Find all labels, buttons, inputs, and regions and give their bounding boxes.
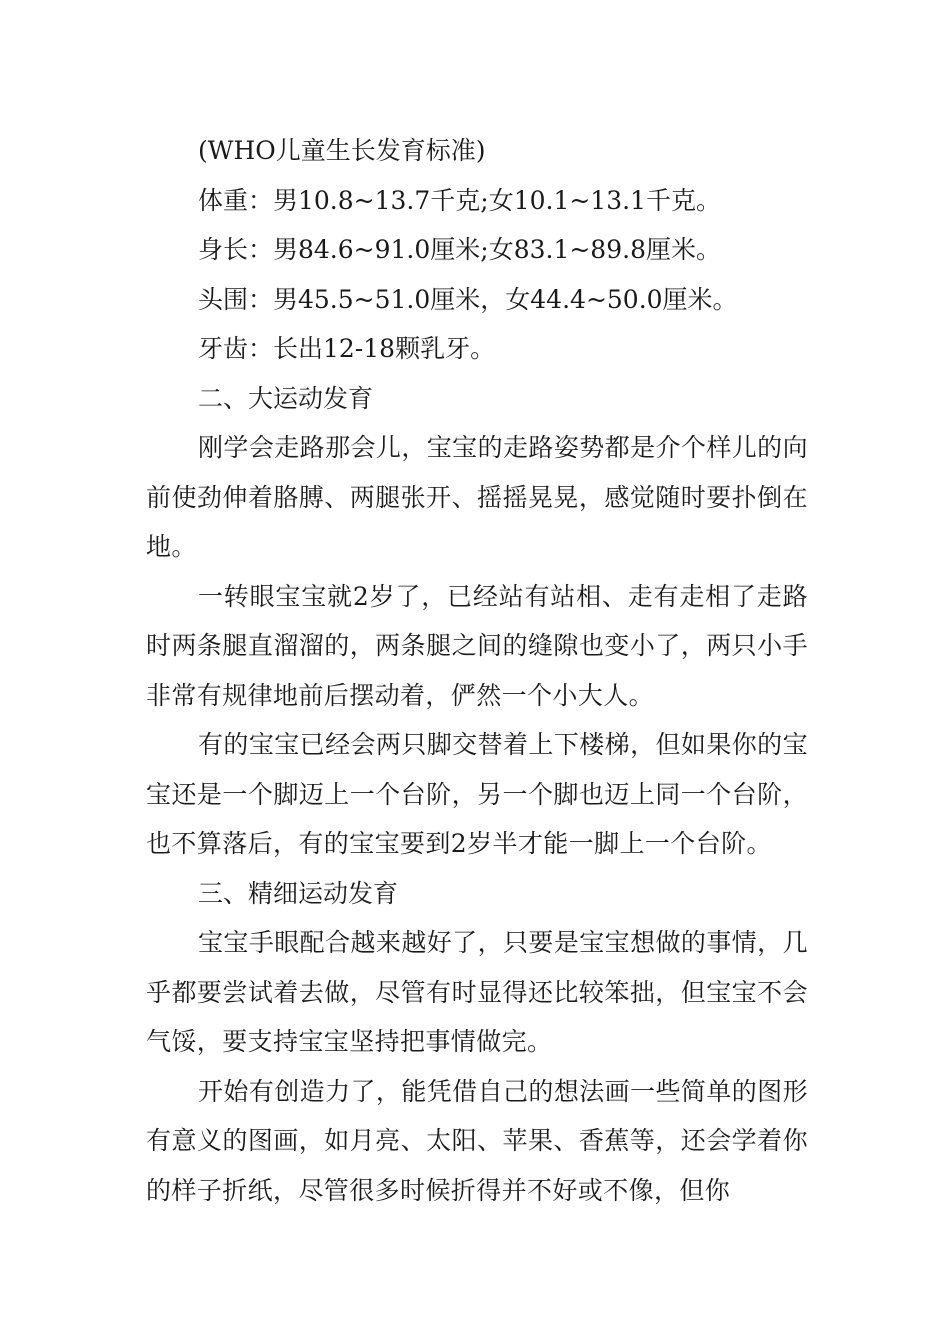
- section-heading-gross-motor: 二、大运动发育: [198, 383, 374, 413]
- paragraph: 宝宝手眼配合越来越好了，只要是宝宝想做的事情，几乎都要尝试着去做，尽管有时显得还比较笨拙，但宝宝不会气馁，要支持宝宝坚持把事情做完。: [146, 928, 808, 1056]
- paragraph: 开始有创造力了，能凭借自己的想法画一些简单的图形有意义的图画，如月亮、太阳、苹果、香蕉等，还会学着你的样子折纸，尽管很多时候折得并不好或不像，但你: [146, 1076, 808, 1205]
- height-line: 身长：男84.6~91.0厘米;女83.1~89.8厘米。: [198, 235, 721, 264]
- who-standard-line: (WHO儿童生长发育标准): [198, 136, 486, 165]
- paragraph: 有的宝宝已经会两只脚交替着上下楼梯，但如果你的宝宝还是一个脚迈上一个台阶，另一个脚也迈上同一个台阶，也不算落后，有的宝宝要到2岁半才能一脚上一个台阶。: [146, 730, 808, 858]
- teeth-line: 牙齿：长出12-18颗乳牙。: [198, 334, 496, 363]
- section-heading-fine-motor: 三、精细运动发育: [198, 878, 399, 908]
- document-body: [146, 126, 808, 1215]
- head-circumference-line: 头围：男45.5~51.0厘米，女44.4~50.0厘米。: [198, 284, 738, 314]
- paragraph: 刚学会走路那会儿，宝宝的走路姿势都是介个样儿的向前使劲伸着胳膊、两腿张开、摇摇晃晃，感觉随时要扑倒在地。: [146, 433, 808, 561]
- paragraph: 一转眼宝宝就2岁了，已经站有站相、走有走相了走路时两条腿直溜溜的，两条腿之间的缝隙也变小了，两只小手非常有规律地前后摆动着，俨然一个小大人。: [146, 581, 808, 710]
- weight-line: 体重：男10.8~13.7千克;女10.1~13.1千克。: [198, 185, 721, 215]
